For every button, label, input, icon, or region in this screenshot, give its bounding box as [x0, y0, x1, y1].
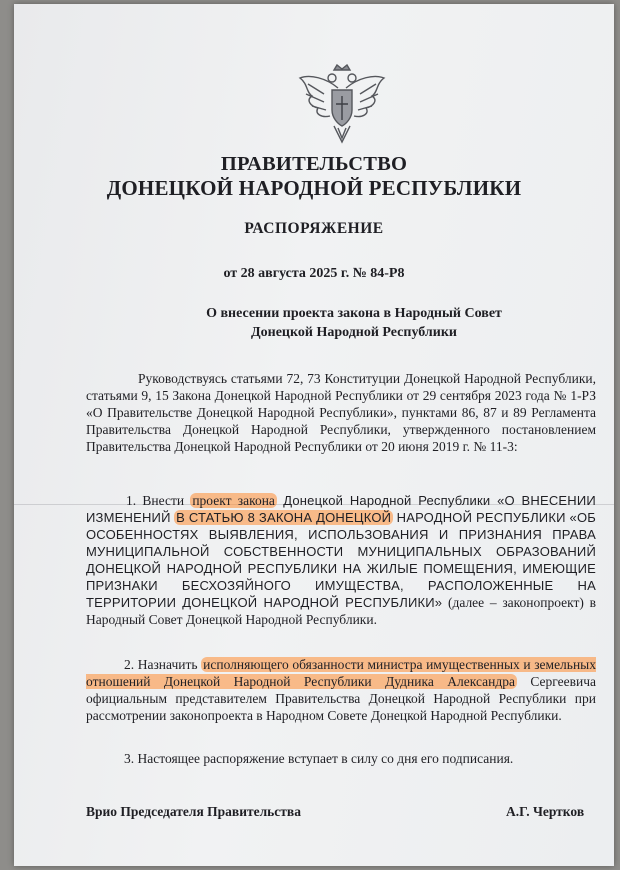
signatory-position: Врио Председателя Правительства [86, 804, 301, 819]
signatory-name: А.Г. Чертков [506, 804, 585, 819]
org-title-line2: ДОНЕЦКОЙ НАРОДНОЙ РЕСПУБЛИКИ [106, 176, 522, 200]
item-1-paragraph [86, 492, 596, 628]
item-1-tail: (далее – законопроект) в Народный Совет Донецкой Народной Республики. [86, 595, 596, 627]
item-3-paragraph: 3. Настоящее распоряжение вступает в силу со дня его подписания. [124, 751, 514, 766]
subject-line1: О внесении проекта закона в Народный Совет [206, 306, 502, 321]
document-page [14, 4, 614, 866]
document-type: РАСПОРЯЖЕНИЕ [244, 220, 384, 237]
item-2-paragraph [86, 656, 596, 724]
item-1-lead: 1. Внести [126, 493, 185, 508]
document-date-number: от 28 августа 2025 г. № 84-Р8 [223, 266, 405, 281]
item-2-lead: 2. Назначить [124, 657, 198, 672]
highlight-marker: В СТАТЬЮ 8 ЗАКОНА ДОНЕЦКОЙ [176, 510, 392, 525]
document-subject [184, 304, 524, 342]
highlight-marker: проект закона [192, 493, 275, 508]
highlight-marker: исполняющего обязанности министра имущественных и земельных отношений Донецкой Народной Республики Дудника Александра [86, 657, 596, 689]
preamble-paragraph: Руководствуясь статьями 72, 73 Конституции Донецкой Народной Республики, статьями 9, 15 Закона Донецкой Народной Республики от 29 сентября 2023 года № 1-РЗ «О Правительстве Донецкой Народной Республики», пунктами 86, 87 и 89 Регламента Правительства Донецкой Народной Республики, утвержденного постановлением Правительства Донецкой Народной Республики от 20 июня 2019 г. № 11-3: [86, 371, 596, 454]
coat-of-arms-emblem [296, 64, 388, 146]
org-title-line1: ПРАВИТЕЛЬСТВО [220, 153, 408, 175]
item-1-caps: НАРОДНОЙ РЕСПУБЛИКИ «ОБ ОСОБЕННОСТЯХ ВЫЯВЛЕНИЯ, ИСПОЛЬЗОВАНИЯ И ПРИЗНАНИЯ ПРАВА МУНИЦИПАЛЬНОЙ СОБСТВЕННОСТИ МУНИЦИПАЛЬНЫХ ОБРАЗОВАНИЙ ДОНЕЦКОЙ НАРОДНОЙ РЕСПУБЛИКИ НА ЖИЛЫЕ ПОМЕЩЕНИЯ, ИМЕЮЩИЕ ПРИЗНАКИ БЕСХОЗЯЙНОГО ИМУЩЕСТВА, РАСПОЛОЖЕННЫЕ НА ТЕРРИТОРИИ ДОНЕЦКОЙ НАРОДНОЙ РЕСПУБЛИКИ» [86, 510, 597, 610]
item-1-mid: Донецкой Народной Республики «О ВНЕСЕНИИ ИЗМЕНЕНИЙ [86, 493, 596, 525]
item-2-tail: Сергеевича официальным представителем Правительства Донецкой Народной Республики при рассмотрении законопроекта в Народном Совете Донецкой Народной Республики. [86, 674, 597, 723]
subject-line2: Донецкой Народной Республики [251, 325, 457, 340]
